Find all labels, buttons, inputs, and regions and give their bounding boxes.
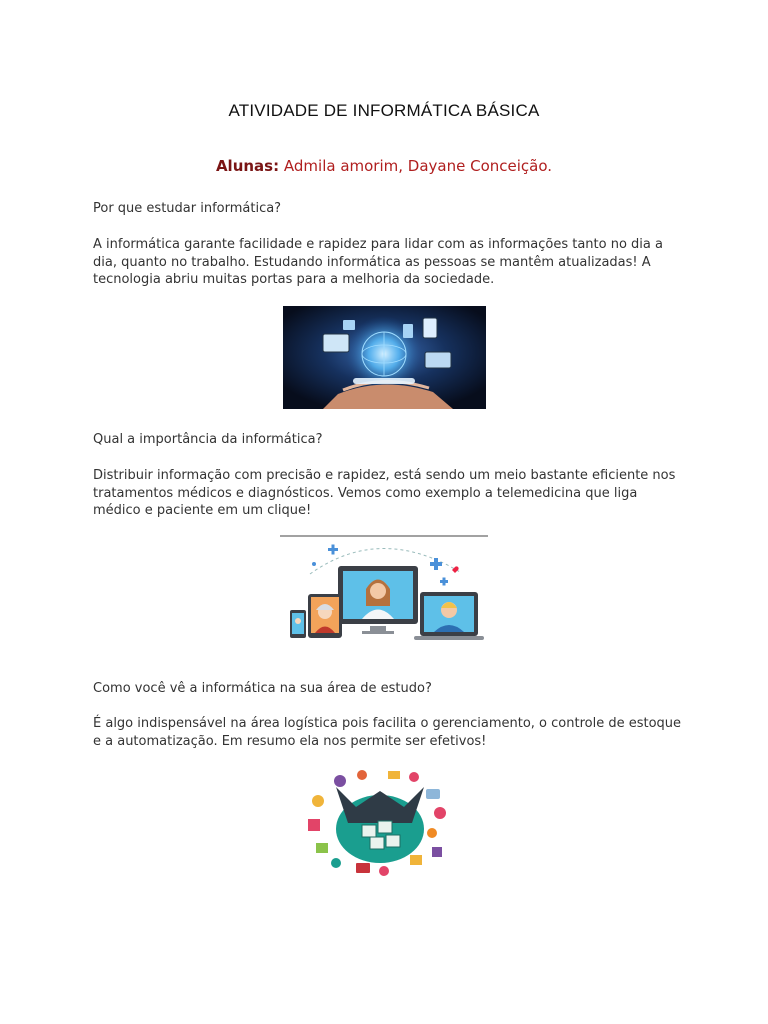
answer-1: A informática garante facilidade e rapidez para lidar com as informações tanto no dia a dia, quanto no trabalho. Estudando informática as pessoas se mantêm atualizadas! A tecnologia abriu muitas portas para a melhoria da sociedade. [93, 237, 663, 287]
question-1: Por que estudar informática? [93, 201, 282, 216]
document-title: ATIVIDADE DE INFORMÁTICA BÁSICA [228, 101, 540, 120]
authors-line [0, 157, 768, 175]
technology-image [283, 306, 486, 409]
authors-label: Alunas: [215, 157, 280, 175]
answer-3: É algo indispensável na área logística pois facilita o gerenciamento, o controle de estoque e a automatização. Em resumo ela nos permite ser efetivos! [93, 716, 682, 749]
authors-names: Admila amorim, Dayane Conceição. [279, 157, 553, 175]
answer-2: Distribuir informação com precisão e rapidez, está sendo um meio bastante eficiente nos tratamentos médicos e diagnósticos. Vemos como exemplo a telemedicina que liga médico e paciente em um clique! [93, 468, 676, 518]
question-3: Como você vê a informática na sua área de estudo? [93, 681, 432, 696]
logistics-image [300, 767, 460, 879]
question-2: Qual a importância da informática? [93, 432, 323, 447]
telemedicine-image [280, 534, 488, 644]
